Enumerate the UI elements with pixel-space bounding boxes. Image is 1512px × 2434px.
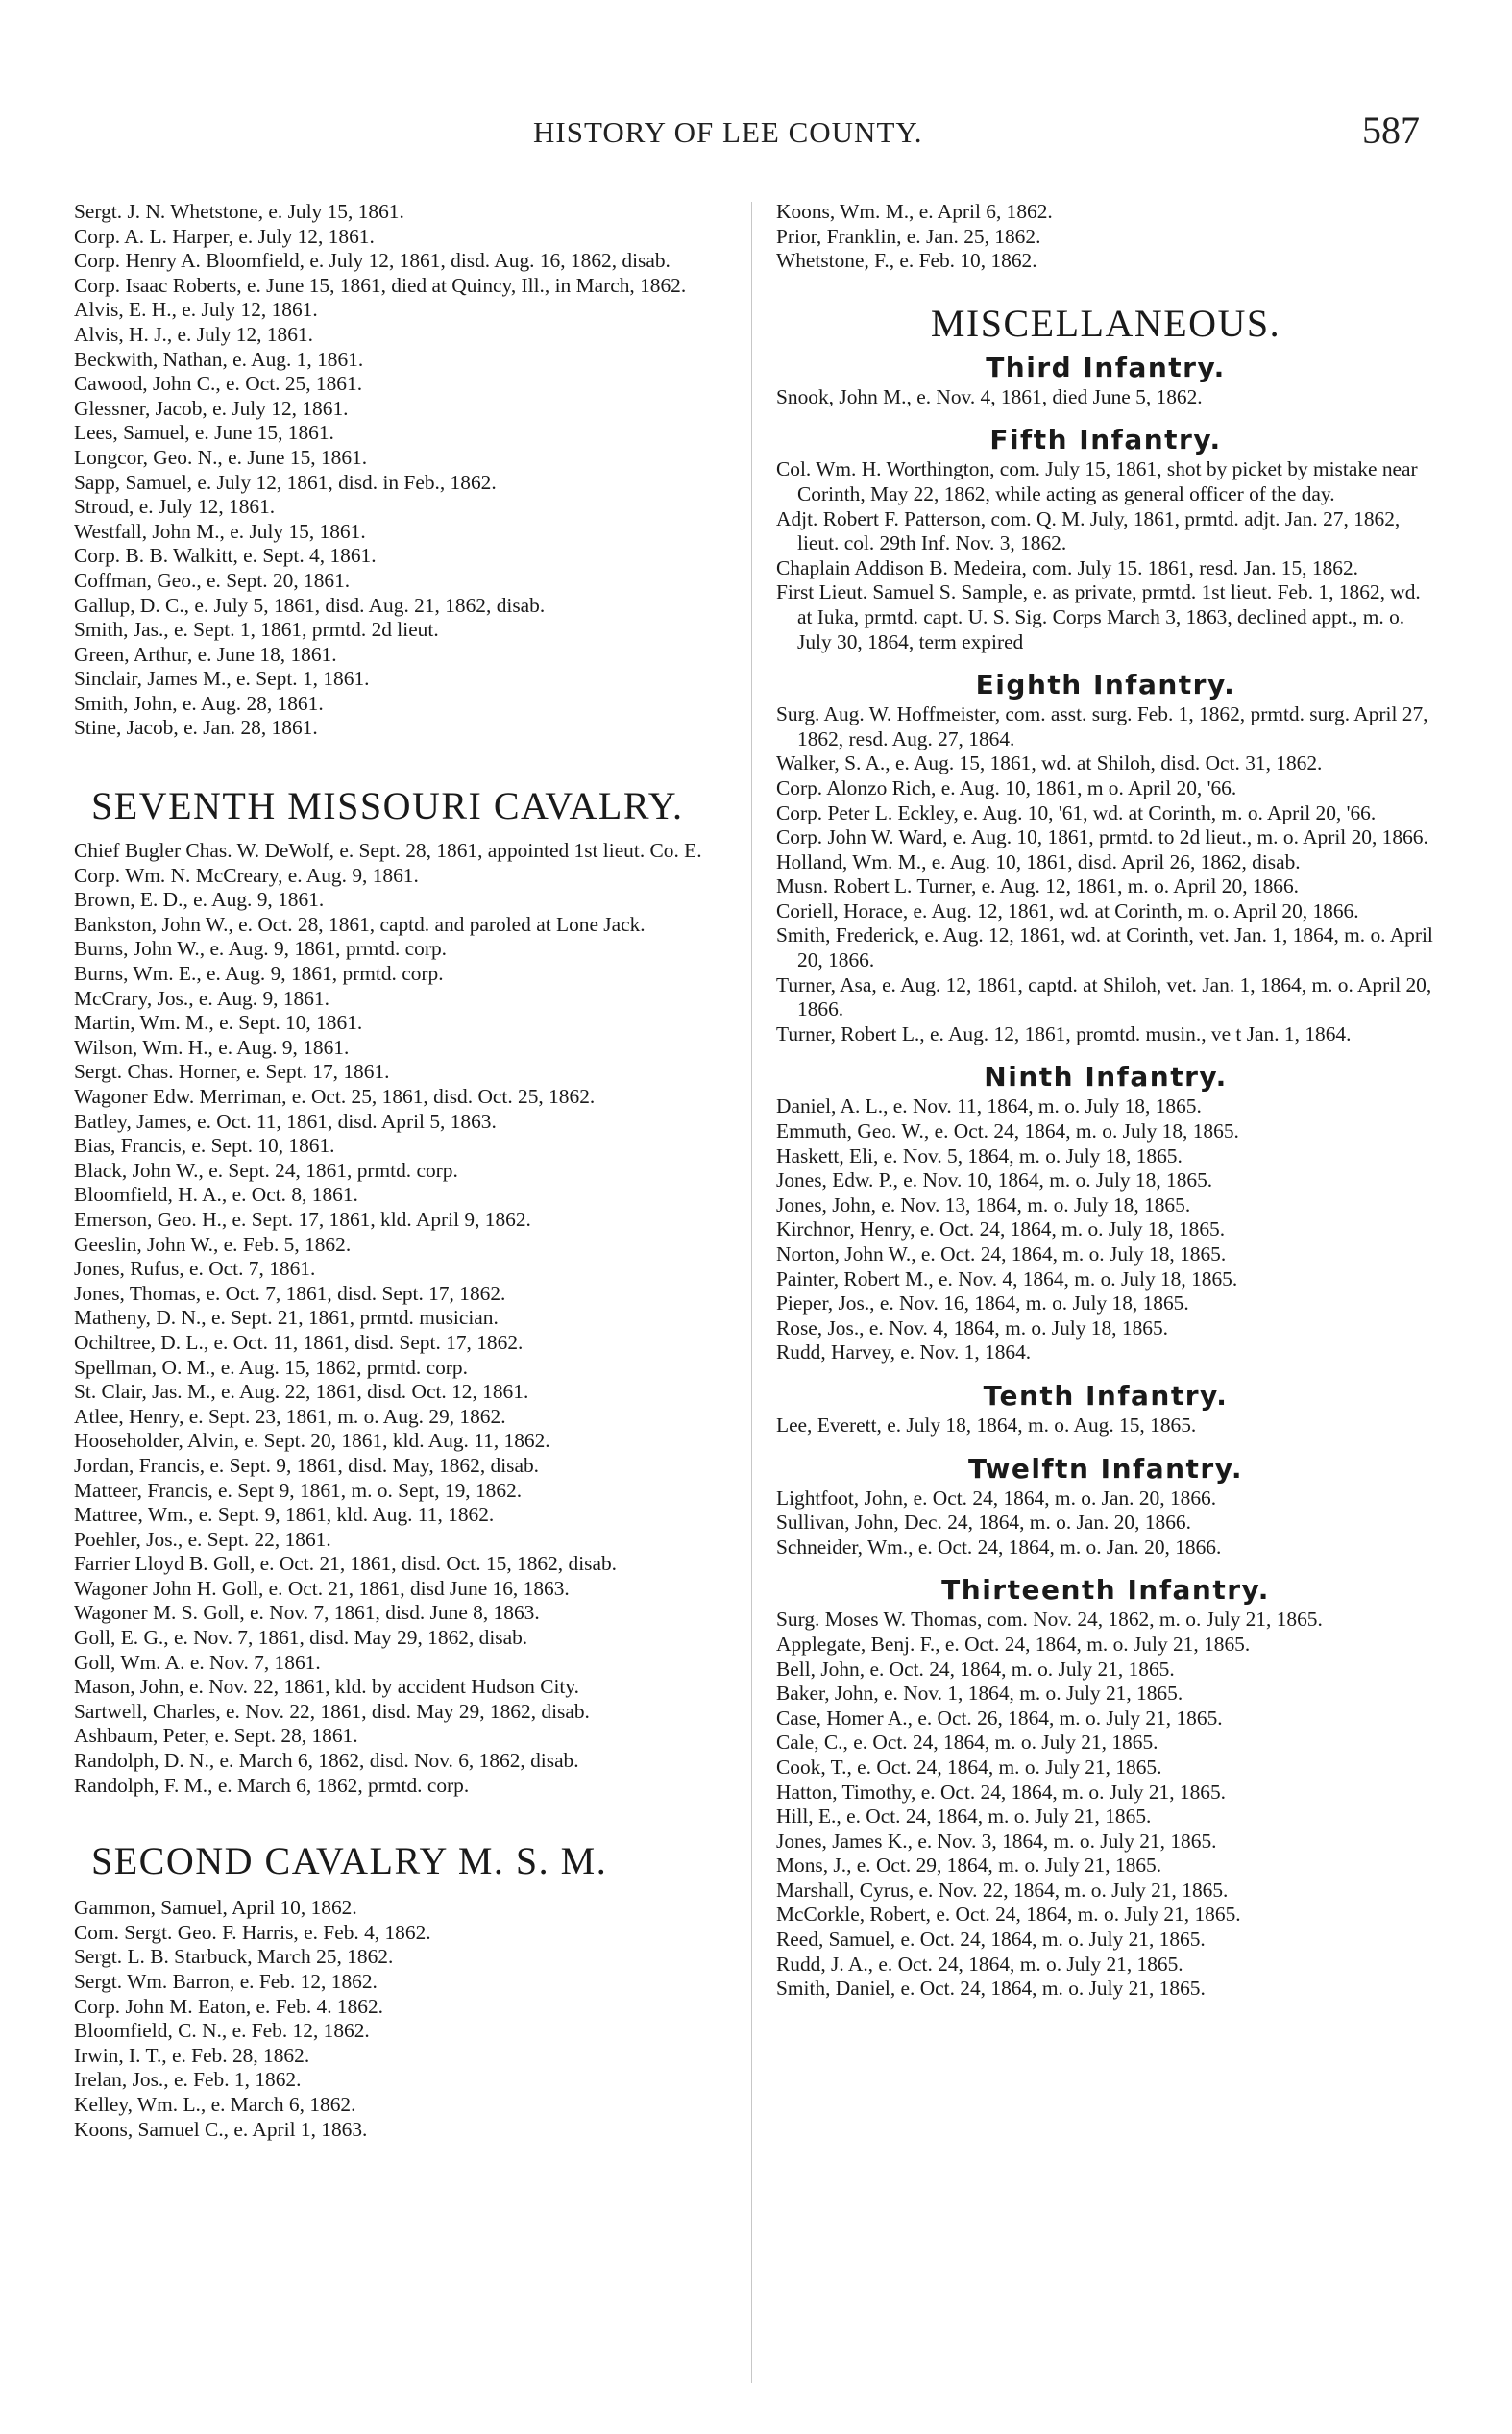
roster-entry: Batley, James, e. Oct. 11, 1861, disd. April 5, 1863. — [74, 1109, 497, 1133]
roster-entry: Applegate, Benj. F., e. Oct. 24, 1864, m. o. July 21, 1865. — [776, 1632, 1251, 1656]
roster-entry: Farrier Lloyd B. Goll, e. Oct. 21, 1861, disd. Oct. 15, 1862, disab. — [74, 1552, 618, 1576]
roster-entry: Koons, Samuel C., e. April 1, 1863. — [74, 2117, 368, 2141]
roster-entry: Green, Arthur, e. June 18, 1861. — [74, 642, 337, 666]
roster-entry: Reed, Samuel, e. Oct. 24, 1864, m. o. July 21, 1865. — [776, 1928, 1206, 1952]
roster-entry: Sergt. L. B. Starbuck, March 25, 1862. — [74, 1945, 394, 1969]
roster-entry: Brown, E. D., e. Aug. 9, 1861. — [74, 888, 325, 912]
roster-entry: Smith, John, e. Aug. 28, 1861. — [74, 691, 324, 715]
roster-entry: Ochiltree, D. L., e. Oct. 11, 1861, disd. Sept. 17, 1862. — [74, 1330, 524, 1354]
roster-entry: Burns, John W., e. Aug. 9, 1861, prmtd. corp. — [74, 937, 447, 961]
roster-entry: Lees, Samuel, e. June 15, 1861. — [74, 421, 334, 445]
roster-entry: Corp. Isaac Roberts, e. June 15, 1861, died at Quincy, Ill., in March, 1862. — [74, 273, 687, 297]
roster-entry: Sartwell, Charles, e. Nov. 22, 1861, disd. May 29, 1862, disab. — [74, 1699, 590, 1723]
roster-entry: Wilson, Wm. H., e. Aug. 9, 1861. — [74, 1035, 350, 1059]
roster-entry: Gallup, D. C., e. July 5, 1861, disd. Aug. 21, 1862, disab. — [74, 593, 546, 617]
subsection-heading: Twelftn Infantry. — [967, 1452, 1244, 1485]
roster-entry: Jones, Edw. P., e. Nov. 10, 1864, m. o. July 18, 1865. — [776, 1168, 1213, 1192]
subsection-heading: Third Infantry. — [986, 351, 1226, 383]
roster-entry: Black, John W., e. Sept. 24, 1861, prmtd. corp. — [74, 1158, 458, 1182]
roster-entry: Lightfoot, John, e. Oct. 24, 1864, m. o. Jan. 20, 1866. — [776, 1486, 1217, 1510]
roster-entry: Chief Bugler Chas. W. DeWolf, e. Sept. 28, 1861, appointed 1st lieut. Co. E. — [74, 839, 702, 863]
subsection-heading: Tenth Infantry. — [983, 1379, 1229, 1412]
roster-entry: Mons, J., e. Oct. 29, 1864, m. o. July 21, 1865. — [776, 1854, 1162, 1878]
roster-entry: Corp. Henry A. Bloomfield, e. July 12, 1861, disd. Aug. 16, 1862, disab. — [74, 249, 671, 273]
roster-entry: Burns, Wm. E., e. Aug. 9, 1861, prmtd. corp. — [74, 962, 444, 986]
roster-entry: Musn. Robert L. Turner, e. Aug. 12, 1861, m. o. April 20, 1866. — [776, 874, 1300, 898]
roster-entry: Whetstone, F., e. Feb. 10, 1862. — [776, 249, 1037, 273]
roster-entry: Sapp, Samuel, e. July 12, 1861, disd. in Feb., 1862. — [74, 470, 497, 494]
roster-entry: Emmuth, Geo. W., e. Oct. 24, 1864, m. o. July 18, 1865. — [776, 1119, 1239, 1143]
roster-entry: Goll, E. G., e. Nov. 7, 1861, disd. May 29, 1862, disab. — [74, 1626, 528, 1650]
roster-entry: Turner, Robert L., e. Aug. 12, 1861, promtd. musin., ve t Jan. 1, 1864. — [776, 1021, 1352, 1045]
roster-entry: Cook, T., e. Oct. 24, 1864, m. o. July 21, 1865. — [776, 1755, 1162, 1779]
roster-entry: Coffman, Geo., e. Sept. 20, 1861. — [74, 568, 351, 592]
roster-entry: First Lieut. Samuel S. Sample, e. as private, prmtd. 1st lieut. Feb. 1, 1862, wd. at Iuka, prmtd. capt. U. S. Sig. Corps March 3, 1863, declined appt., m. o. July 30, 1864, term expired — [776, 580, 1421, 653]
roster-entry: Jones, Thomas, e. Oct. 7, 1861, disd. Sept. 17, 1862. — [74, 1281, 506, 1305]
roster-entry: Rose, Jos., e. Nov. 4, 1864, m. o. July 18, 1865. — [776, 1315, 1169, 1340]
roster-entry: Turner, Asa, e. Aug. 12, 1861, captd. at Shiloh, vet. Jan. 1, 1864, m. o. April 20, 1866. — [776, 972, 1432, 1021]
roster-entry: Adjt. Robert F. Patterson, com. Q. M. July, 1861, prmtd. adjt. Jan. 27, 1862, lieut. col. 29th Inf. Nov. 3, 1862. — [776, 506, 1401, 555]
subsection-heading: Eighth Infantry. — [975, 669, 1236, 701]
roster-entry: Emerson, Geo. H., e. Sept. 17, 1861, kld. April 9, 1862. — [74, 1207, 531, 1231]
subsection-heading: Ninth Infantry. — [984, 1061, 1228, 1094]
roster-entry: Norton, John W., e. Oct. 24, 1864, m. o. July 18, 1865. — [776, 1242, 1227, 1266]
subsection-heading: Fifth Infantry. — [989, 424, 1222, 456]
roster-entry: Bloomfield, H. A., e. Oct. 8, 1861. — [74, 1183, 358, 1207]
roster-entry: Irelan, Jos., e. Feb. 1, 1862. — [74, 2068, 302, 2092]
roster-entry: Longcor, Geo. N., e. June 15, 1861. — [74, 445, 368, 469]
roster-entry: Poehler, Jos., e. Sept. 22, 1861. — [74, 1527, 331, 1551]
roster-entry: Case, Homer A., e. Oct. 26, 1864, m. o. July 21, 1865. — [776, 1706, 1223, 1730]
roster-entry: Matheny, D. N., e. Sept. 21, 1861, prmtd. musician. — [74, 1306, 499, 1330]
right-column — [776, 200, 1435, 2002]
section-heading: SECOND CAVALRY M. S. M. — [91, 1839, 608, 1883]
roster-entry: Hatton, Timothy, e. Oct. 24, 1864, m. o. July 21, 1865. — [776, 1780, 1227, 1804]
roster-entry: McCrary, Jos., e. Aug. 9, 1861. — [74, 986, 329, 1010]
roster-entry: Sullivan, John, Dec. 24, 1864, m. o. Jan. 20, 1866. — [776, 1511, 1191, 1535]
roster-entry: Mason, John, e. Nov. 22, 1861, kld. by accident Hudson City. — [74, 1675, 580, 1699]
roster-entry: Randolph, F. M., e. March 6, 1862, prmtd. corp. — [74, 1773, 470, 1797]
roster-entry: Corp. John M. Eaton, e. Feb. 4. 1862. — [74, 1994, 384, 2018]
roster-entry: Smith, Frederick, e. Aug. 12, 1861, wd. at Corinth, vet. Jan. 1, 1864, m. o. April 20, 1866. — [776, 923, 1433, 972]
roster-entry: Kelley, Wm. L., e. March 6, 1862. — [74, 2092, 356, 2116]
roster-entry: Corp. A. L. Harper, e. July 12, 1861. — [74, 224, 375, 248]
roster-entry: Irwin, I. T., e. Feb. 28, 1862. — [74, 2043, 310, 2067]
roster-entry: Jordan, Francis, e. Sept. 9, 1861, disd. May, 1862, disab. — [74, 1453, 540, 1477]
left-column — [74, 200, 737, 2142]
roster-entry: Bankston, John W., e. Oct. 28, 1861, captd. and paroled at Lone Jack. — [74, 912, 646, 936]
roster-entry: Goll, Wm. A. e. Nov. 7, 1861. — [74, 1650, 321, 1674]
roster-entry: Corp. Wm. N. McCreary, e. Aug. 9, 1861. — [74, 863, 419, 887]
roster-entry: Matteer, Francis, e. Sept 9, 1861, m. o. Sept, 19, 1862. — [74, 1478, 523, 1502]
roster-entry: Glessner, Jacob, e. July 12, 1861. — [74, 396, 349, 420]
roster-entry: Jones, James K., e. Nov. 3, 1864, m. o. July 21, 1865. — [776, 1829, 1217, 1853]
roster-entry: Smith, Jas., e. Sept. 1, 1861, prmtd. 2d lieut. — [74, 618, 439, 642]
roster-entry: St. Clair, Jas. M., e. Aug. 22, 1861, disd. Oct. 12, 1861. — [74, 1380, 529, 1404]
roster-entry: McCorkle, Robert, e. Oct. 24, 1864, m. o. July 21, 1865. — [776, 1903, 1241, 1927]
roster-entry: Haskett, Eli, e. Nov. 5, 1864, m. o. July 18, 1865. — [776, 1143, 1183, 1168]
roster-entry: Walker, S. A., e. Aug. 15, 1861, wd. at Shiloh, disd. Oct. 31, 1862. — [776, 751, 1323, 775]
roster-entry: Stroud, e. July 12, 1861. — [74, 495, 276, 519]
page-number: 587 — [1362, 109, 1420, 152]
roster-entry: Alvis, H. J., e. July 12, 1861. — [74, 322, 313, 346]
roster-entry: Corp. B. B. Walkitt, e. Sept. 4, 1861. — [74, 544, 377, 568]
section-heading: MISCELLANEOUS. — [930, 301, 1281, 345]
roster-entry: Bias, Francis, e. Sept. 10, 1861. — [74, 1134, 335, 1158]
roster-entry: Sergt. Chas. Horner, e. Sept. 17, 1861. — [74, 1060, 390, 1084]
roster-entry: Sinclair, James M., e. Sept. 1, 1861. — [74, 667, 370, 691]
roster-entry: Corp. Peter L. Eckley, e. Aug. 10, '61, wd. at Corinth, m. o. April 20, '66. — [776, 800, 1377, 824]
roster-entry: Cawood, John C., e. Oct. 25, 1861. — [74, 372, 363, 396]
subsection-heading: Thirteenth Infantry. — [941, 1574, 1270, 1607]
roster-entry: Painter, Robert M., e. Nov. 4, 1864, m. o. July 18, 1865. — [776, 1266, 1238, 1291]
roster-entry: Snook, John M., e. Nov. 4, 1861, died June 5, 1862. — [776, 384, 1203, 408]
section-heading: SEVENTH MISSOURI CAVALRY. — [91, 784, 684, 828]
roster-entry: Baker, John, e. Nov. 1, 1864, m. o. July 21, 1865. — [776, 1682, 1183, 1706]
roster-entry: Smith, Daniel, e. Oct. 24, 1864, m. o. July 21, 1865. — [776, 1977, 1206, 2001]
roster-entry: Daniel, A. L., e. Nov. 11, 1864, m. o. July 18, 1865. — [776, 1094, 1202, 1119]
roster-entry: Rudd, Harvey, e. Nov. 1, 1864. — [776, 1340, 1032, 1365]
roster-entry: Lee, Everett, e. July 18, 1864, m. o. Aug. 15, 1865. — [776, 1413, 1197, 1437]
roster-entry: Spellman, O. M., e. Aug. 15, 1862, prmtd. corp. — [74, 1355, 468, 1379]
roster-entry: Geeslin, John W., e. Feb. 5, 1862. — [74, 1232, 352, 1256]
roster-entry: Koons, Wm. M., e. April 6, 1862. — [776, 200, 1053, 223]
roster-entry: Surg. Aug. W. Hoffmeister, com. asst. surg. Feb. 1, 1862, prmtd. surg. April 27, 1862, resd. Aug. 27, 1864. — [776, 702, 1428, 750]
roster-entry: Hooseholder, Alvin, e. Sept. 20, 1861, kld. Aug. 11, 1862. — [74, 1429, 550, 1453]
roster-entry: Hill, E., e. Oct. 24, 1864, m. o. July 21, 1865. — [776, 1805, 1152, 1829]
roster-entry: Bloomfield, C. N., e. Feb. 12, 1862. — [74, 2019, 370, 2043]
roster-entry: Rudd, J. A., e. Oct. 24, 1864, m. o. July 21, 1865. — [776, 1952, 1183, 1976]
column-divider — [751, 202, 752, 2383]
roster-entry: Cale, C., e. Oct. 24, 1864, m. o. July 21, 1865. — [776, 1731, 1158, 1755]
roster-entry: Mattree, Wm., e. Sept. 9, 1861, kld. Aug. 11, 1862. — [74, 1503, 495, 1527]
roster-entry: Ashbaum, Peter, e. Sept. 28, 1861. — [74, 1724, 358, 1748]
roster-entry: Sergt. Wm. Barron, e. Feb. 12, 1862. — [74, 1970, 378, 1993]
roster-entry: Prior, Franklin, e. Jan. 25, 1862. — [776, 224, 1041, 248]
roster-entry: Atlee, Henry, e. Sept. 23, 1861, m. o. Aug. 29, 1862. — [74, 1404, 506, 1428]
roster-entry: Pieper, Jos., e. Nov. 16, 1864, m. o. July 18, 1865. — [776, 1291, 1189, 1315]
roster-entry: Wagoner M. S. Goll, e. Nov. 7, 1861, disd. June 8, 1863. — [74, 1601, 540, 1625]
roster-entry: Westfall, John M., e. July 15, 1861. — [74, 519, 366, 543]
roster-entry: Com. Sergt. Geo. F. Harris, e. Feb. 4, 1862. — [74, 1920, 431, 1944]
roster-entry: Martin, Wm. M., e. Sept. 10, 1861. — [74, 1011, 363, 1035]
running-title: HISTORY OF LEE COUNTY. — [533, 115, 923, 149]
roster-entry: Schneider, Wm., e. Oct. 24, 1864, m. o. Jan. 20, 1866. — [776, 1535, 1222, 1559]
roster-entry: Surg. Moses W. Thomas, com. Nov. 24, 1862, m. o. July 21, 1865. — [776, 1608, 1323, 1632]
roster-entry: Jones, John, e. Nov. 13, 1864, m. o. July 18, 1865. — [776, 1192, 1191, 1217]
roster-entry: Col. Wm. H. Worthington, com. July 15, 1861, shot by picket by mistake near Corinth, May 22, 1862, while acting as general officer of the day. — [776, 457, 1418, 505]
roster-entry: Alvis, E. H., e. July 12, 1861. — [74, 298, 318, 322]
roster-entry: Kirchnor, Henry, e. Oct. 24, 1864, m. o. July 18, 1865. — [776, 1217, 1226, 1242]
roster-entry: Wagoner Edw. Merriman, e. Oct. 25, 1861, disd. Oct. 25, 1862. — [74, 1085, 596, 1108]
roster-entry: Jones, Rufus, e. Oct. 7, 1861. — [74, 1257, 316, 1281]
roster-entry: Gammon, Samuel, April 10, 1862. — [74, 1896, 357, 1920]
roster-entry: Corp. John W. Ward, e. Aug. 10, 1861, prmtd. to 2d lieut., m. o. April 20, 1866. — [776, 825, 1428, 849]
roster-entry: Corp. Alonzo Rich, e. Aug. 10, 1861, m o. April 20, '66. — [776, 775, 1237, 799]
roster-entry: Wagoner John H. Goll, e. Oct. 21, 1861, disd June 16, 1863. — [74, 1576, 570, 1600]
roster-entry: Sergt. J. N. Whetstone, e. July 15, 1861. — [74, 200, 404, 223]
roster-entry: Bell, John, e. Oct. 24, 1864, m. o. July 21, 1865. — [776, 1657, 1175, 1681]
roster-entry: Marshall, Cyrus, e. Nov. 22, 1864, m. o. July 21, 1865. — [776, 1878, 1229, 1902]
roster-entry: Chaplain Addison B. Medeira, com. July 15. 1861, resd. Jan. 15, 1862. — [776, 555, 1359, 579]
roster-entry: Beckwith, Nathan, e. Aug. 1, 1861. — [74, 347, 364, 371]
roster-entry: Randolph, D. N., e. March 6, 1862, disd. Nov. 6, 1862, disab. — [74, 1749, 579, 1773]
roster-entry: Stine, Jacob, e. Jan. 28, 1861. — [74, 716, 318, 740]
roster-entry: Coriell, Horace, e. Aug. 12, 1861, wd. at Corinth, m. o. April 20, 1866. — [776, 898, 1359, 922]
roster-entry: Holland, Wm. M., e. Aug. 10, 1861, disd. April 26, 1862, disab. — [776, 849, 1301, 873]
